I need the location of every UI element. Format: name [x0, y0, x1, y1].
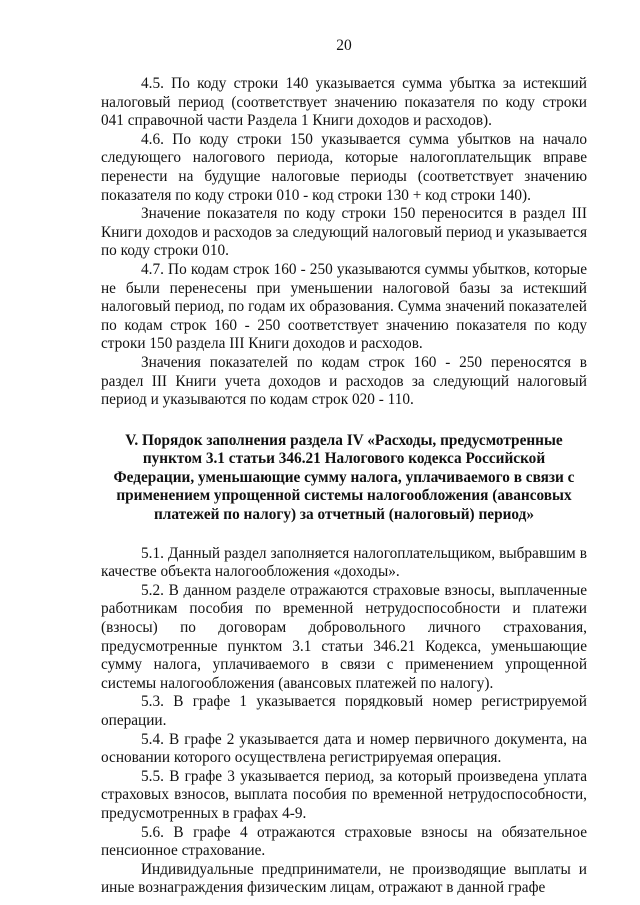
page-number: 20 [336, 37, 352, 54]
section-v-heading: V. Порядок заполнения раздела IV «Расходы, предусмотренные пунктом 3.1 статьи 346.21 Налогового кодекса Российской Федерации, уменьшающие сумму налога, уплачиваемого в связи с применением упрощенной системы налогообложения (авансовых платежей по налогу) за отчетный (налоговый) период» [113, 431, 575, 524]
paragraph-entrepreneurs: Индивидуальные предприниматели, не производящие выплаты и иные вознаграждения физическим лицам, отражают в данной графе [101, 860, 587, 897]
paragraph-5-3: 5.3. В графе 1 указывается порядковый номер регистрируемой операции. [101, 693, 587, 729]
paragraph-lines-160-250-transfer: Значения показателей по кодам строк 160 - 250 переносятся в раздел III Книги учета доходов и расходов за следующий налоговый период и указываются по кодам строк 020 - 110. [101, 353, 587, 409]
paragraph-5-2: 5.2. В данном разделе отражаются страховые взносы, выплаченные работникам пособия по временной нетрудоспособности и платежи (взносы) по договорам добровольного личного страхования, предусмотренные пунктом 3.1 статьи 346.21 Кодекса, уменьшающие сумму налога, уплачиваемого в связи с применением упрощенной системы налогообложения (авансовых платежей по налогу). [101, 581, 587, 692]
paragraph-4-5: 4.5. По коду строки 140 указывается сумма убытка за истекший налоговый период (соответствует значению показателя по коду строки 041 справочной части Раздела 1 Книги доходов и расходов). [101, 75, 587, 130]
paragraph-line-150-transfer: Значение показателя по коду строки 150 переносится в раздел III Книги доходов и расходов за следующий налоговый период и указывается по коду строки 010. [101, 205, 587, 260]
paragraph-5-4: 5.4. В графе 2 указывается дата и номер первичного документа, на основании которого осуществлена регистрируемая операция. [101, 730, 587, 767]
paragraph-4-7: 4.7. По кодам строк 160 - 250 указываются суммы убытков, которые не были перенесены при уменьшении налоговой базы за истекший налоговый период, по годам их образования. Сумма значений показателей по кодам строк 160 - 250 соответствует значению показателя по коду строки 150 раздела III Книги доходов и расходов. [101, 260, 587, 353]
paragraph-5-1: 5.1. Данный раздел заполняется налогоплательщиком, выбравшим в качестве объекта налогообложения «доходы». [101, 544, 587, 581]
paragraph-5-5: 5.5. В графе 3 указывается период, за который произведена уплата страховых взносов, выплата пособия по временной нетрудоспособности, предусмотренных в графах 4-9. [101, 767, 587, 822]
document-body [101, 75, 587, 898]
paragraph-5-6: 5.6. В графе 4 отражаются страховые взносы на обязательное пенсионное страхование. [101, 823, 587, 860]
paragraph-4-6: 4.6. По коду строки 150 указывается сумма убытков на начало следующего налогового периода, которые налогоплательщик вправе перенести на будущие налоговые периоды (соответствует значению показателя по коду строки 010 - код строки 130 + код строки 140). [101, 130, 587, 204]
